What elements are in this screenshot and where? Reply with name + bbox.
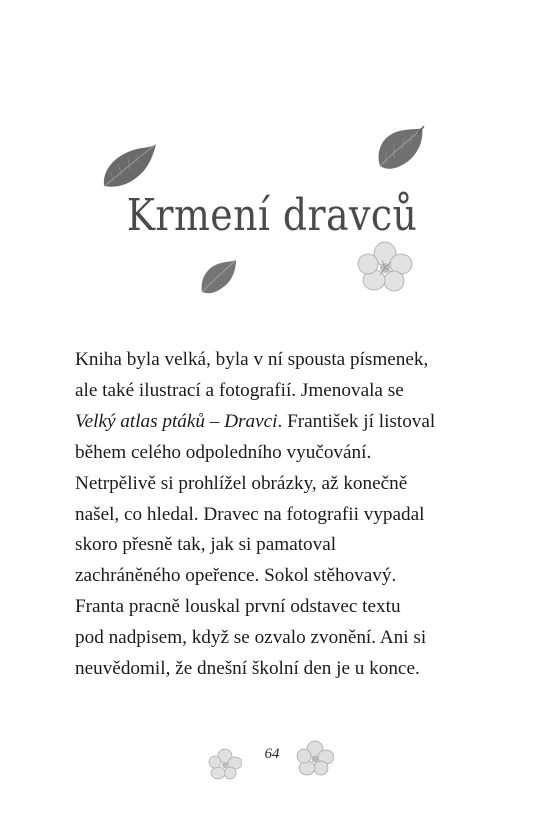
book-title: Velký atlas ptáků – Dravci xyxy=(75,410,278,432)
text-line: neuvědomil, že dnešní školní den je u konce. xyxy=(75,658,420,680)
text-line-rest: . František jí listoval xyxy=(277,410,436,432)
text-line: Netrpělivě si prohlížel obrázky, až konečně xyxy=(75,472,408,494)
chapter-title: Krmení dravců xyxy=(126,190,418,241)
text-line: našel, co hledal. Dravec na fotografii vypadal xyxy=(75,503,425,525)
text-line: skoro přesně tak, jak si pamatoval xyxy=(75,534,337,556)
text-line: Kniha byla velká, byla v ní spousta písmenek, xyxy=(75,349,429,370)
blossom-icon xyxy=(296,740,334,776)
text-line xyxy=(75,407,475,438)
text-line: během celého odpoledního vyučování. xyxy=(75,441,372,463)
leaf-icon xyxy=(374,126,426,172)
text-line: ale také ilustrací a fotografií. Jmenovala se xyxy=(75,379,404,401)
body-paragraph xyxy=(75,345,475,685)
page-number: 64 xyxy=(264,746,280,762)
text-line: zachráněného opeřence. Sokol stěhovavý. xyxy=(75,565,397,587)
blossom-icon xyxy=(356,240,414,294)
text-line: Franta pracně louskal první odstavec textu xyxy=(75,596,401,618)
leaf-icon xyxy=(198,258,238,296)
text-line: pod nadpisem, když se ozvalo zvonění. Ani si xyxy=(75,627,427,649)
leaf-icon xyxy=(100,142,158,192)
